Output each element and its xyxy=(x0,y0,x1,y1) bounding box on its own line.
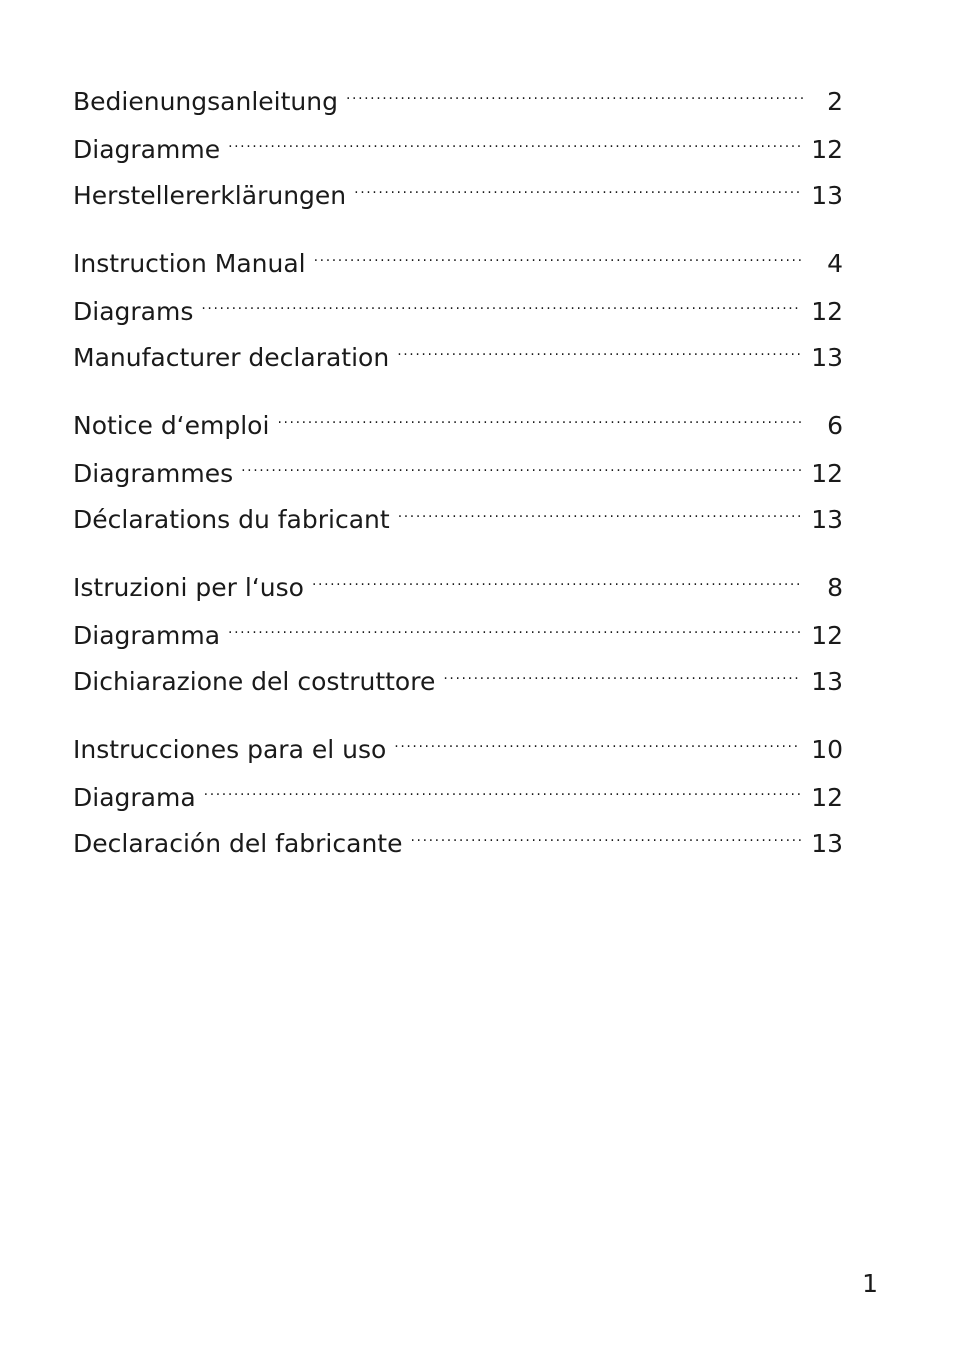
toc-leader-dots xyxy=(204,770,802,806)
toc-group-spanish xyxy=(73,722,843,862)
toc-leader-dots xyxy=(394,722,801,758)
toc-entry-label: Diagramma xyxy=(73,621,221,650)
toc-entry-page: 13 xyxy=(811,829,843,858)
toc-entry-page: 4 xyxy=(827,249,843,278)
toc-entry[interactable] xyxy=(73,654,843,700)
toc-entry-page: 13 xyxy=(811,181,843,210)
toc-entry-label: Manufacturer declaration xyxy=(73,343,390,372)
toc-group-english xyxy=(73,236,843,376)
toc-entry-page: 12 xyxy=(811,783,843,812)
toc-entry-label: Istruzioni per l‘uso xyxy=(73,573,304,602)
toc-entry-label: Instruction Manual xyxy=(73,249,306,278)
toc-entry-page: 12 xyxy=(811,135,843,164)
toc-entry[interactable] xyxy=(73,446,843,492)
toc-entry[interactable] xyxy=(73,236,843,282)
toc-leader-dots xyxy=(354,168,801,204)
toc-leader-dots xyxy=(346,74,803,110)
toc-entry[interactable] xyxy=(73,398,843,444)
toc-entry-label: Instrucciones para el uso xyxy=(73,735,387,764)
toc-leader-dots xyxy=(312,560,803,596)
toc-entry-label: Diagrammes xyxy=(73,459,234,488)
toc-entry-page: 8 xyxy=(827,573,843,602)
toc-leader-dots xyxy=(228,122,801,158)
toc-entry[interactable] xyxy=(73,122,843,168)
toc-entry-page: 13 xyxy=(811,667,843,696)
toc-leader-dots xyxy=(241,446,801,482)
toc-entry-label: Notice d‘emploi xyxy=(73,411,270,440)
toc-entry-label: Déclarations du fabricant xyxy=(73,505,390,534)
toc-entry[interactable] xyxy=(73,608,843,654)
toc-leader-dots xyxy=(410,816,801,852)
toc-entry[interactable] xyxy=(73,284,843,330)
toc-entry-label: Declaración del fabricante xyxy=(73,829,403,858)
toc-entry-page: 12 xyxy=(811,459,843,488)
toc-leader-dots xyxy=(228,608,801,644)
toc-group-french xyxy=(73,398,843,538)
toc-entry-page: 2 xyxy=(827,87,843,116)
toc-entry[interactable] xyxy=(73,722,843,768)
toc-entry-page: 13 xyxy=(811,505,843,534)
toc-entry[interactable] xyxy=(73,560,843,606)
toc-leader-dots xyxy=(397,330,801,366)
toc-leader-dots xyxy=(398,492,802,528)
toc-entry-label: Bedienungsanleitung xyxy=(73,87,338,116)
toc-entry[interactable] xyxy=(73,816,843,862)
toc-entry[interactable] xyxy=(73,330,843,376)
toc-entry[interactable] xyxy=(73,770,843,816)
toc-entry-page: 12 xyxy=(811,297,843,326)
page-number: 1 xyxy=(862,1269,878,1298)
toc-entry-label: Diagramme xyxy=(73,135,221,164)
toc-leader-dots xyxy=(277,398,803,434)
toc-group-italian xyxy=(73,560,843,700)
toc-entry-label: Herstellererklärungen xyxy=(73,181,347,210)
toc-entry-page: 6 xyxy=(827,411,843,440)
toc-leader-dots xyxy=(314,236,803,272)
toc-leader-dots xyxy=(443,654,801,690)
toc-entry-page: 13 xyxy=(811,343,843,372)
toc-entry[interactable] xyxy=(73,492,843,538)
toc-leader-dots xyxy=(201,284,801,320)
toc-entry[interactable] xyxy=(73,168,843,214)
toc-entry-page: 10 xyxy=(811,735,843,764)
toc-entry-label: Diagrams xyxy=(73,297,194,326)
toc-group-german xyxy=(73,74,843,214)
toc-entry-label: Diagrama xyxy=(73,783,196,812)
table-of-contents xyxy=(73,74,843,884)
toc-entry-page: 12 xyxy=(811,621,843,650)
toc-entry-label: Dichiarazione del costruttore xyxy=(73,667,436,696)
toc-entry[interactable] xyxy=(73,74,843,120)
